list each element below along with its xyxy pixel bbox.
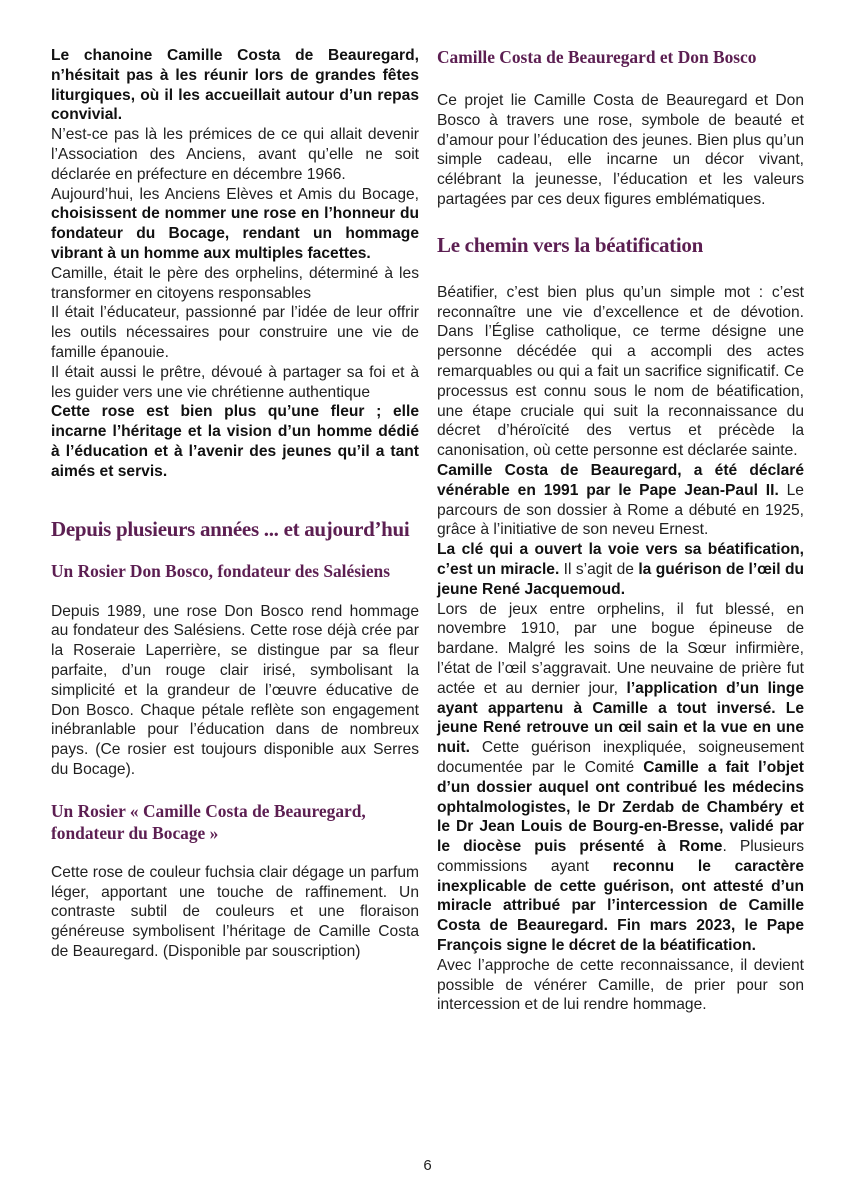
subheading-camille-rose: Un Rosier « Camille Costa de Beauregard, fondateur du Bocage » (51, 800, 366, 843)
healing-story-paragraph: Lors de jeux entre orphelins, il fut blessé, en novembre 1910, par une bogue épineuse de bardane. Malgré les soins de la Sœur infirmière, l’état de l’œil s’aggravait. Une neuvaine de prière fut actée et au dernier jour, l’application d’un linge ayant appartenu à Camille a tout inversé. Le jeune René retrouve un œil sain et la vue en une nuit. Cette guérison inexpliquée, soigneusement documentée par le Comité Camille a fait l’objet d’un dossier auquel ont contribué les médecins ophtalmologistes, le Dr Zerdab de Chambéry et le Dr Jean Louis de Bourg-en-Bresse, validé par le diocèse puis présenté à Rome. Plusieurs commissions ayant reconnu le caractère inexplicable de cette guérison, ont attesté d’un miracle attribué par l’intercession de Camille Costa de Beauregard. Fin mars 2023, le Pape François signe le décret de la béatification. (437, 600, 804, 955)
venerable-paragraph: Camille Costa de Beauregard, a été déclaré vénérable en 1991 par le Pape Jean-Paul II. Le parcours de son dossier à Rome a débuté en 1925, grâce à l’initiative de son neveu Ernest. (437, 461, 804, 539)
approach-paragraph: Avec l’approche de cette reconnaissance, il devient possible de vénérer Camille, de prier pour son intercession et de lui rendre hommage. (437, 956, 804, 1014)
priest-paragraph: Il était aussi le prêtre, dévoué à partager sa foi et à les guider vers une vie chrétienne authentique (51, 363, 419, 401)
camille-rose-paragraph: Cette rose de couleur fuchsia clair dégage un parfum léger, apportant une touche de raffinement. Un contraste subtil de couleurs et une floraison généreuse symbolisent l’héritage de Camille Costa de Beauregard. (Disponible par souscription) (51, 863, 419, 960)
rose-legacy-paragraph: Cette rose est bien plus qu’une fleur ; elle incarne l’héritage et la vision d’un homme dédié à l’éducation et à l’avenir des jeunes qu’il a tant aimés et servis. (51, 403, 419, 480)
left-column (51, 46, 419, 962)
right-column (437, 46, 804, 1015)
today-paragraph: Aujourd’hui, les Anciens Elèves et Amis du Bocage, choisissent de nommer une rose en l’honneur du fondateur du Bocage, rendant un hommage vibrant à un homme aux multiples facettes. (51, 185, 419, 262)
subheading-camille-don-bosco: Camille Costa de Beauregard et Don Bosco (437, 47, 757, 67)
intro-paragraph: Le chanoine Camille Costa de Beauregard, n’hésitait pas à les réunir lors de grandes fêtes liturgiques, où il les accueillait autour d’un repas convivial. (51, 47, 419, 124)
section-heading-beatification: Le chemin vers la béatification (437, 232, 703, 257)
don-bosco-rose-paragraph: Depuis 1989, une rose Don Bosco rend hommage au fondateur des Salésiens. Cette rose déjà crée par la Roseraie Laperrière, se distingue par sa fleur parfaite, d’un rouge clair irisé, symbolisant la simplicité et la grandeur de l’œuvre éducative de Don Bosco. Chaque pétale reflète son engagement inébranlable pour l’éducation dans de nombreux pays. (Ce rosier est toujours disponible aux Serres du Bocage). (51, 602, 419, 778)
miracle-key-paragraph: La clé qui a ouvert la voie vers sa béatification, c’est un miracle. Il s’agit de la guérison de l’œil du jeune René Jacquemoud. (437, 541, 804, 598)
link-paragraph: Ce projet lie Camille Costa de Beauregard et Don Bosco à travers une rose, symbole de beauté et d’amour pour l’éducation des jeunes. Bien plus qu’un simple cadeau, elle incarne un décor vivant, célébrant la jeunesse, l’éducation et les valeurs partagées par ces deux figures emblématiques. (437, 92, 804, 208)
subheading-don-bosco-rose: Un Rosier Don Bosco, fondateur des Salésiens (51, 560, 390, 581)
association-paragraph: N’est-ce pas là les prémices de ce qui allait devenir l’Association des Anciens, avant qu’elle ne soit déclarée en préfecture en décembre 1966. (51, 126, 419, 183)
father-paragraph: Camille, était le père des orphelins, déterminé à les transformer en citoyens responsables (51, 264, 419, 302)
section-heading-years: Depuis plusieurs années ... et aujourd’hui (51, 516, 410, 541)
educator-paragraph: Il était l’éducateur, passionné par l’idée de leur offrir les outils nécessaires pour construire une vie de famille épanouie. (51, 304, 419, 361)
beatifier-paragraph: Béatifier, c’est bien plus qu’un simple mot : c’est reconnaître une vie d’excellence et de dévotion. Dans l’Église catholique, ce terme désigne une personne décédée qui a accompli des actes remarquables ou qui a fait un sacrifice significatif. Ce processus est connu sous le nom de béatification, une étape cruciale qui suit la reconnaissance du décret d’héroïcité des vertus et précède la canonisation, où cette personne est déclarée sainte. (437, 283, 804, 460)
page-number: 6 (423, 1157, 432, 1174)
